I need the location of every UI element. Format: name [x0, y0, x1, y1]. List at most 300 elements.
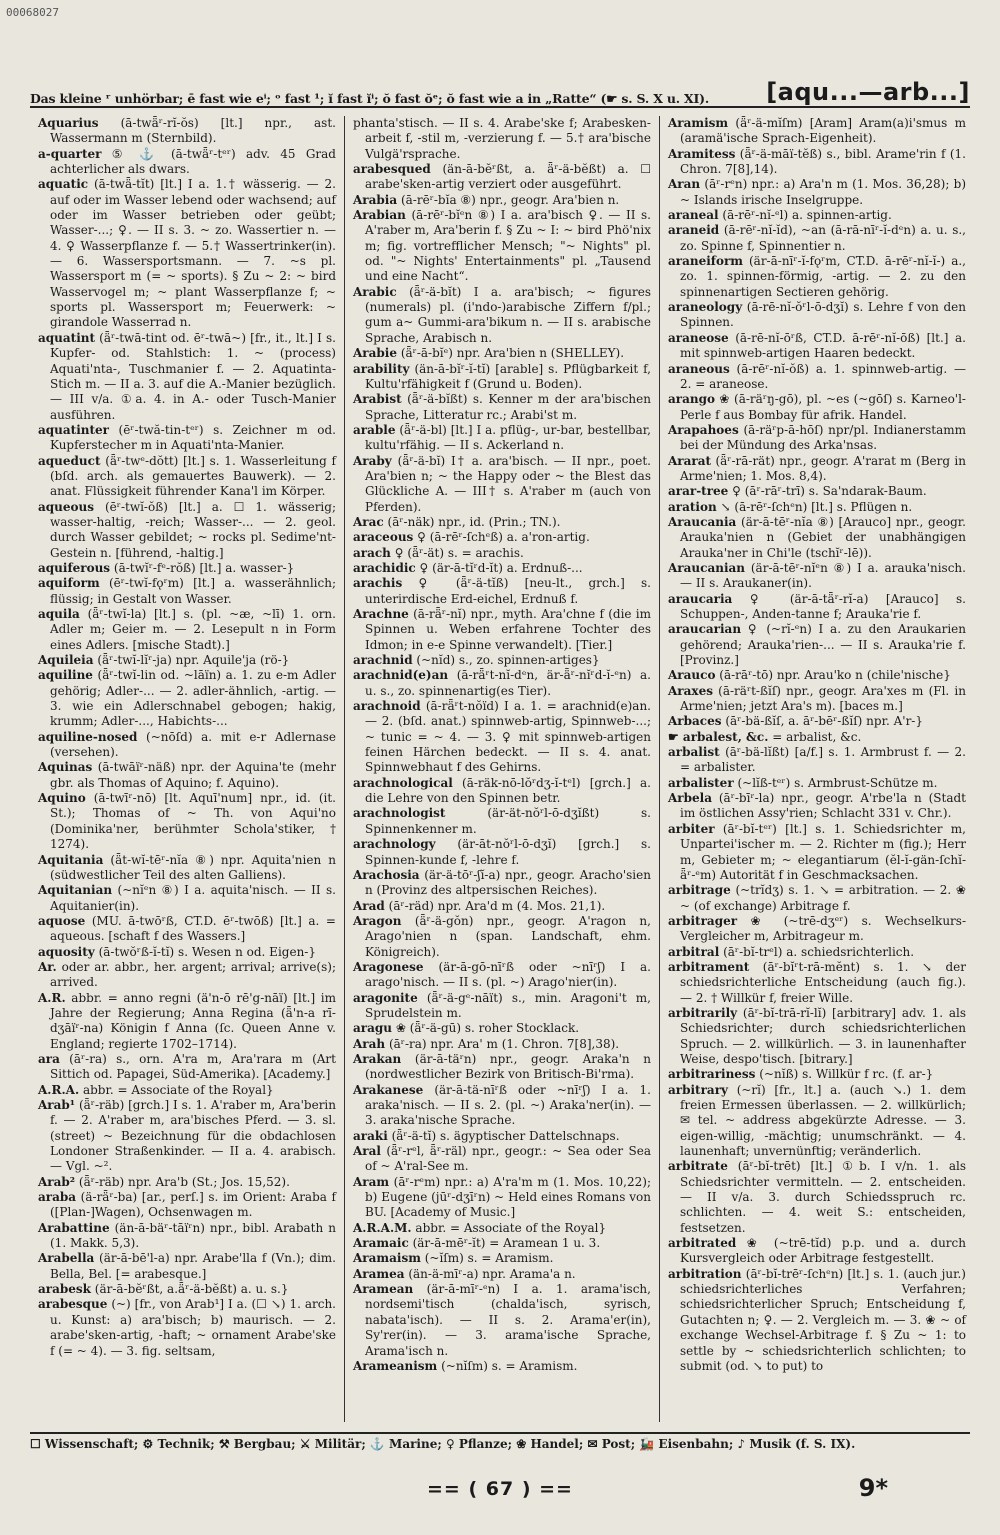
dictionary-entry [668, 714, 966, 729]
headword: Araucania [668, 514, 737, 529]
entry-definition: (ǟʳ-räb) npr. Ara'b (St.; Jos. 15,52). [78, 1174, 290, 1189]
headword: Aquitanian [38, 883, 113, 898]
entry-definition: (är-ā-nīʳ-ĭ-fǫʳm, CT.D. ā-rēʳ-nĭ-ĭ-) a., zo. 1. spinnen-förmig, -artig. — 2. zu den spinnenartigen Sectieren gehörig. [680, 254, 966, 299]
dictionary-entry [668, 454, 966, 485]
headword: Arah [353, 1036, 386, 1051]
pronunciation-key: Das kleine ʳ unhörbar; ē fast wie eⁱ; ᵒ fast ¹; ĭ fast ĭⁱ; ŏ fast ŏᵉ; ŏ fast wie a in „Ratte“ (☛ s. S. X u. XI). [30, 91, 710, 106]
entry-definition: (~nĭſm) s. = Aramism. [441, 1358, 578, 1373]
signature-mark: 9* [858, 1474, 888, 1502]
dictionary-entry [38, 1297, 336, 1358]
headword: araki [353, 1128, 388, 1143]
headword: arbiter [668, 821, 715, 836]
dictionary-entry [668, 1067, 966, 1082]
entry-definition: (ǟʳ-rā-rät) npr., geogr. A'rarat m (Berg in Arme'nien; 1. Mos. 8,4). [680, 453, 966, 483]
dictionary-entry [668, 1083, 966, 1160]
dictionary-entry [668, 147, 966, 178]
entry-definition: (ā-twǟʳ-rĭ-ŏs) [lt.] npr., ast. Wassermann m (Sternbild). [50, 116, 336, 146]
headword: aquiform [38, 576, 100, 591]
dictionary-entry [668, 500, 966, 515]
headword: Aquino [38, 791, 86, 806]
dictionary-entry [38, 1052, 336, 1083]
entry-definition: ♀ (ǟʳ-ät) s. = arachis. [394, 545, 524, 560]
entry-definition: (~ĭſm) s. = Aramism. [424, 1251, 554, 1266]
entry-definition: (ā-rēʳ-bĭa ⑧) npr., geogr. Ara'bien n. [400, 192, 620, 207]
dictionary-entry [668, 945, 966, 960]
dictionary-entry [668, 254, 966, 300]
dictionary-entry [668, 791, 966, 822]
dictionary-entry [668, 223, 966, 254]
dictionary-entry [353, 423, 651, 454]
headword: araneal [668, 208, 719, 223]
dictionary-entry [353, 193, 651, 208]
dictionary-entry [668, 208, 966, 223]
entry-definition: (~rĭ) [fr., lt.] a. (auch ↘.) 1. dem freien Ermessen überlassen. — 2. willkürlich; ✉ tel. ~ address abgekürzte Adresse. — 3. eigen-willig, -mächtig; unumschränkt. — 4. launenhaft; unvernünftig; veränderlich. [680, 1082, 966, 1159]
headword: araneology [668, 300, 743, 315]
headword: A.R.A.M. [353, 1220, 412, 1235]
headword: Arabattine [38, 1220, 110, 1235]
dictionary-entry [353, 1144, 651, 1175]
headword: A.R. [38, 990, 66, 1005]
dictionary-entry [353, 1037, 651, 1052]
headword: arbitrary [668, 1082, 728, 1097]
entry-definition: (är-ā-mīʳ-ᵉn) I a. 1. arama'isch, nordsemi'tisch (chalda'isch, syrisch, nabata'isch). — II s. 2. Arama'er(in), Sy'rer(in). — 3. arama'ische Sprache, Arama'isch n. [365, 1282, 651, 1358]
dictionary-entry [353, 576, 651, 607]
entry-definition: ❀ (ā-räʳŋ-gō), pl. ~es (~gōſ) s. Karneo'l-Perle f aus Bombay für afrik. Handel. [680, 392, 966, 422]
dictionary-entry [353, 837, 651, 868]
headword: Arac [353, 514, 384, 529]
dictionary-entry [668, 592, 966, 623]
entry-definition: ♀ (är-ā-tǟʳ-rĭ-a) [Arauco] s. Schuppen-, Anden-tanne f; Arauka'rie f. [680, 591, 966, 621]
entry-definition: (ä-rǟʳ-ba) [ar., perſ.] s. im Orient: Araba f ([Plan-]Wagen), Ochsenwagen m. [50, 1190, 336, 1220]
headword: aqueous [38, 499, 95, 514]
entry-definition: (āʳ-bīʳ-la) npr., geogr. A'rbe'la n (Stadt im östlichen Assy'rien; Schlacht 331 v. Chr.). [680, 791, 966, 821]
dictionary-entry [668, 116, 966, 147]
headword: Arabian [353, 208, 406, 223]
entry-definition: (ǟʳ-ä-bl) [lt.] I a. pflüg-, ur-bar, bestellbar, kultu'rfähig. — II s. Ackerland n. [365, 422, 651, 453]
headword: arabesque [38, 1297, 108, 1312]
dictionary-entry [38, 1221, 336, 1252]
dictionary-entry [353, 991, 651, 1022]
entry-definition: (~lĭß-tᵉʳ) s. Armbrust-Schütze m. [737, 775, 938, 790]
dictionary-entry [353, 162, 651, 193]
entry-definition: (ā-räʳp-ā-hōſ) npr/pl. Indianerstamm bei der Mündung des Arka'nsas. [680, 422, 966, 453]
headword: arachidic [353, 560, 416, 575]
dictionary-entry [353, 546, 651, 561]
entry-definition: (ēʳ-twĭ-ŏß) [lt.] a. ☐ 1. wässerig; wasser-haltig, -reich; Wasser-... — 2. geol. durch Wasser gebildet; ~ rocks pl. Sedime'nt-Gestein n. [führend, -haltig.] [50, 499, 336, 560]
entry-definition: (är-ā-tēʳ-nĭᵉn ⑧) I a. arauka'nisch. — II s. Araukaner(in). [680, 560, 966, 591]
dictionary-entry [38, 730, 336, 761]
dictionary-entry [668, 515, 966, 561]
dictionary-entry [38, 331, 336, 423]
headword: arachnological [353, 775, 453, 790]
dictionary-entry [38, 423, 336, 454]
dictionary-entry [668, 177, 966, 208]
entry-definition: (ēʳ-twĭ-fǫʳm) [lt.] a. wasserähnlich; flüssig; in Gestalt von Wasser. [50, 576, 336, 606]
entry-definition: (ā-rǟʳt-nŏïd) I a. 1. = arachnid(e)an. — 2. (bſd. anat.) spinnweb-artig, Spinnweb-...; ~ tunic = ~ 4. — 3. ♀ mit spinnweb-artigen feinen Härchen bedeckt. — II s. 4. anat. Spinnwebhaut f des Gehirns. [365, 699, 651, 775]
entry-definition: (āʳ-bĭ-trēt) [lt.] ①b. I v/n. 1. als Schiedsrichter vermitteln. — 2. entscheiden. — II v/a. 3. durch Schiedsspruch rc. schlichten. — 4. weit S.: entscheiden, festsetzen. [680, 1159, 966, 1235]
entry-definition: (āʳ-rᵉn) npr.: a) Ara'n m (1. Mos. 36,28); b) ~ Islands irische Inselgruppe. [680, 177, 966, 207]
entry-definition: (är-āt-nŏʳl-ō-dʒĭ) [grch.] s. Spinnen-kunde f, -lehre f. [365, 837, 651, 867]
headword: Ararat [668, 453, 712, 468]
dictionary-entry [38, 1083, 336, 1098]
entry-definition: (āʳ-rᵉm) npr.: a) A'ra'm m (1. Mos. 10,22); b) Eugene (jūʳ-dʒīʳn) ~ Held eines Romans von BU. [Academy of Music.] [365, 1174, 651, 1220]
dictionary-entry [353, 561, 651, 576]
headword: Araxes [668, 683, 713, 698]
headword: Arabella [38, 1251, 95, 1266]
dictionary-entry [38, 653, 336, 668]
headword: arachnid(e)an [353, 668, 449, 683]
page-range: [aqu...—arb...] [766, 78, 970, 106]
headword: aragu [353, 1021, 392, 1036]
dictionary-entry [38, 914, 336, 945]
headword: aquiline-nosed [38, 729, 138, 744]
dictionary-entry [668, 331, 966, 362]
dictionary-entry [353, 346, 651, 361]
dictionary-entry [353, 1236, 651, 1251]
headword: aquose [38, 913, 86, 928]
entry-definition: (ā-räk-nō-lŏʳdʒ-ĭ-tᵉl) [grch.] a. die Lehre von den Spinnen betr. [365, 775, 651, 806]
dictionary-entry [668, 362, 966, 393]
headword: Aramism [668, 116, 729, 130]
entry-definition: (är-ä-tōʳ-ʃĭ-a) npr., geogr. Aracho'sien n (Provinz des altpersischen Reiches). [365, 867, 651, 898]
headword: Aquarius [38, 116, 99, 130]
headword: Aramaic [353, 1236, 409, 1251]
dictionary-entry [668, 1236, 966, 1267]
dictionary-entry [353, 1021, 651, 1036]
column-left [30, 116, 344, 1422]
entry-definition: (~nĭᵉn ⑧) I a. aquita'nisch. — II s. Aquitanier(in). [50, 883, 336, 913]
dictionary-entry [353, 1251, 651, 1266]
entry-definition: ❀ (ǟʳ-ä-gū) s. roher Stocklack. [395, 1021, 580, 1036]
headword: aration [668, 499, 717, 514]
entry-definition: ♀ (ǟʳ-ä-tĭß) [neu-lt., grch.] s. unterirdische Erd-eichel, Erdnuß f. [365, 576, 651, 606]
headword: Aram [353, 1174, 390, 1189]
entry-definition: oder ar. abbr., her. argent; arrival; arrive(s); arrived. [50, 959, 336, 990]
entry-definition: (är-ā-bē'l-a) npr. Arabe'lla f (Vn.); dim. Bella, Bel. [= arabesque.] [50, 1251, 336, 1281]
headword: Arab² [38, 1174, 76, 1189]
dictionary-entry [668, 300, 966, 331]
entry-definition: (ā-rāʳ-tō) npr. Arau'ko n (chile'nische} [719, 668, 951, 683]
dictionary-entry [38, 945, 336, 960]
headword: Aral [353, 1144, 381, 1159]
headword: arbitrament [668, 959, 750, 974]
headword: arbitrated [668, 1236, 737, 1251]
headword: araneous [668, 361, 730, 376]
headword: aquila [38, 607, 80, 621]
dictionary-entry [38, 561, 336, 576]
dictionary-entry [353, 454, 651, 515]
headword: arbalist [668, 745, 720, 760]
symbol-legend: ☐ Wissenschaft; ⚙ Technik; ⚒ Bergbau; ⚔ Militär; ⚓ Marine; ♀ Pflanze; ❀ Handel; ✉ Post; 🚂 Eisenbahn; ♪ Musik (f. S. IX). [30, 1437, 856, 1451]
dictionary-entry [353, 653, 651, 668]
headword: Arakanese [353, 1082, 424, 1097]
headword: Arbaces [668, 714, 722, 729]
entry-definition: (är-ā-bĕʳßt, a.ǟʳ-ä-bĕßt) a. u. s.} [94, 1282, 289, 1297]
entry-definition: (ā-twŏʳß-ĭ-tĭ) s. Wesen n od. Eigen-} [98, 944, 316, 959]
entry-definition: (āʳ-bĭ-trᵉl) a. schiedsrichterlich. [723, 944, 915, 959]
dictionary-entry [38, 791, 336, 852]
entry-definition: (är-ā-täʳn) npr., geogr. Araka'n n (nordwestlicher Bezirk von Britisch-Bi'rma). [365, 1051, 651, 1082]
entry-definition: (āʳ-bĭʳt-rā-mĕnt) s. 1. ↘ der schiedsrichterliche Entscheidung (auch fig.). — 2. † Willkür f, freier Wille. [680, 959, 966, 1005]
headword: arable [353, 422, 396, 437]
entry-definition: (är-ā-tēʳ-nĭa ⑧) [Arauco] npr., geogr. Arauka'nien n (Gebiet der unabhängigen Arauka'ner in Chi'le (tschĭʳ-lē)). [680, 514, 966, 560]
dictionary-entry [668, 883, 966, 914]
headword: arachnoid [353, 699, 421, 714]
headword: araneose [668, 330, 729, 345]
headword: arbitrariness [668, 1067, 756, 1082]
page-number: == ( 67 ) == [427, 1478, 573, 1500]
entry-definition: (ǟʳ-ä-gᵉ-nāït) s., min. Aragoni't m, Sprudelstein m. [365, 990, 651, 1020]
headword: aquatint [38, 330, 96, 345]
headword: ☛ arbalest, &c. [668, 729, 769, 744]
entry-definition: (ā-twĭʳ-fᵉ-rŏß) [lt.] a. wasser-} [113, 560, 295, 575]
headword: a-quarter [38, 146, 102, 161]
entry-definition: (än-ā-bĕʳßt, a. ǟʳ-ä-bĕßt) a. ☐ arabe'sken-artig verziert oder ausgeführt. [365, 162, 651, 192]
headword: arachnology [353, 837, 436, 852]
dictionary-entry [353, 116, 651, 162]
dictionary-entry [38, 1175, 336, 1190]
dictionary-entry [353, 1083, 651, 1129]
headword: araucarian [668, 622, 742, 637]
dictionary-entry [668, 684, 966, 715]
entry-definition: (än-ā-bĭʳ-ĭ-tĭ) [arable] s. Pflügbarkeit f, Kultu'rfähigkeit f (Grund u. Boden). [365, 361, 651, 391]
headword: arability [353, 361, 410, 376]
headword: Aran [668, 177, 701, 192]
entry-definition: (āʳ-bä-lĭßt) [a/f.] s. 1. Armbrust f. — 2. = arbalister. [680, 745, 966, 775]
entry-definition: = arbalist, &c. [772, 729, 862, 744]
headword: Arachosia [353, 867, 420, 882]
headword: arar-tree [668, 484, 729, 499]
entry-definition: phanta'stisch. — II s. 4. Arabe'ske f; Arabesken-arbeit f, -stil m, -verzierung f. — 5.† ara'bische Vulgä'rsprache. [353, 116, 651, 161]
headword: Arad [353, 898, 385, 913]
headword: Aramea [353, 1266, 405, 1281]
headword: aquiferous [38, 560, 111, 575]
headword: Arachne [353, 607, 409, 621]
headword: Aquileia [38, 653, 94, 668]
entry-definition: (än-ā-bäʳ-tāïʳn) npr., bibl. Arabath n (1. Makk. 5,3). [50, 1220, 336, 1251]
dictionary-entry [353, 1129, 651, 1144]
dictionary-entry [353, 914, 651, 960]
dictionary-entry [38, 116, 336, 147]
entry-definition: (~trĭdʒ) s. 1. ↘ = arbitration. — 2. ❀ ~ (of exchange) Arbitrage f. [680, 883, 966, 913]
dictionary-entry [353, 392, 651, 423]
entry-definition: (ǟʳ-ä-māï-tĕß) s., bibl. Arame'rin f (1. Chron. 7[8],14). [680, 146, 966, 177]
headword: arabesqued [353, 162, 431, 177]
headword: aquatic [38, 177, 89, 192]
entry-definition: (ǟʳ-twĭ-lin od. ~lāïn) a. 1. zu e-m Adler gehörig; Adler-... — 2. adler-ähnlich, -artig. — 3. wie ein Adlerschnabel gebogen; hakig, krumm; Adler-..., Habichts-... [50, 668, 336, 729]
entry-definition: (ǟʳ-twĭ-lĭʳ-ja) npr. Aquile'ja (rö-} [97, 653, 290, 668]
entry-definition: (ā-rē-nĭ-ōʳß, CT.D. ā-rēʳ-nĭ-ōß) [lt.] a. mit spinnweb-artigen Haaren bedeckt. [680, 330, 966, 361]
headword: aquiline [38, 668, 93, 683]
dictionary-entry [668, 484, 966, 499]
headword: araceous [353, 530, 414, 545]
headword: Aramaism [353, 1251, 421, 1266]
dictionary-entry [38, 760, 336, 791]
headword: Aragonese [353, 959, 424, 974]
dictionary-entry [668, 1006, 966, 1067]
entry-definition: (~nĭß) s. Willkür f rc. (f. ar-} [759, 1067, 934, 1082]
dictionary-entry [38, 607, 336, 653]
column-right [659, 116, 974, 1422]
dictionary-entry [38, 883, 336, 914]
footer-rule [30, 1432, 970, 1434]
entry-definition: (ǟʳ-twā-tint od. ēʳ-twā~) [fr., it., lt.] I s. Kupfer- od. Stahlstich: 1. ~ (process) Aquati'nta-, Tuschmanier f. — 2. Aquatinta-Stich m. — II a. 3. auf die A.-Manier bezüglich. — III v/a. ①a. 4. in A.- oder Tusch-Manier ausführen. [50, 330, 336, 422]
dictionary-entry [38, 991, 336, 1052]
dictionary-entry [353, 899, 651, 914]
dictionary-entry [353, 868, 651, 899]
dictionary-entry [353, 607, 651, 653]
headword: Arakan [353, 1051, 402, 1066]
dictionary-entry [353, 806, 651, 837]
headword: arbalister [668, 775, 734, 790]
dictionary-entry [353, 1221, 651, 1236]
dictionary-entry [38, 147, 336, 178]
entry-definition: ⑤ ⚓ (ā-twǟʳ-tᵉʳ) adv. 45 Grad achterlicher als dwars. [50, 146, 336, 177]
dictionary-entry [668, 561, 966, 592]
dictionary-entry [353, 362, 651, 393]
headword: Arabic [353, 284, 397, 299]
headword: Arapahoes [668, 422, 739, 437]
dictionary-entry [353, 285, 651, 346]
dictionary-entry [353, 515, 651, 530]
dictionary-entry [353, 699, 651, 776]
entry-definition: (āʳ-bä-ßĭſ, a. āʳ-bēʳ-ßĭſ) npr. A'r-} [725, 714, 923, 729]
headword: aragonite [353, 990, 418, 1005]
dictionary-entry [38, 454, 336, 500]
headword: arachnid [353, 653, 413, 668]
dictionary-entry [668, 622, 966, 668]
headword: Arabie [353, 346, 397, 361]
dictionary-entry [353, 960, 651, 991]
entry-definition: (ēʳ-twă-tin-tᵉʳ) s. Zeichner m od. Kupferstecher m in Aquati'nta-Manier. [50, 422, 336, 453]
dictionary-entry [353, 1267, 651, 1282]
entry-definition: (ā-twǟ-tĭt) [lt.] I a. 1.† wässerig. — 2. auf oder im Wasser lebend oder wachsend; auf oder im Wasser betrieben oder geübt; Wasser-...; ♀. — II s. 3. ~ zo. Wassertier n. — 4. ♀ Wasserpflanze f. — 5.† Wassertrinker(in). — 6. Wassersportsmann. — 7. ~s pl. Wassersport m (= ~ sports). § Zu ~ 2: ~ bird Wasservogel m; ~ plant Wasserpflanze f; ~ sports pl. Wassersport m; Feuerwerk: ~ girandole Wasserrad n. [50, 177, 336, 330]
dictionary-entry [668, 960, 966, 1006]
dictionary-entry [38, 668, 336, 729]
dictionary-entry [353, 1282, 651, 1359]
dictionary-entry [668, 1159, 966, 1236]
entry-definition: (ā-rǟʳt-nĭ-dᵉn, är-ǟʳ-nĭʳd-ĭ-ᵉn) a. u. s., zo. spinnenartig(es Tier). [365, 668, 651, 698]
dictionary-entry [38, 500, 336, 561]
entry-definition: (ā-rēʳ-nĭ-ᵉl) a. spinnen-artig. [722, 208, 892, 223]
headword: Aragon [353, 913, 402, 928]
dictionary-entry [38, 1098, 336, 1175]
entry-definition: (ǟʳ-ä-gŏn) npr., geogr. A'ragon n, Arago'nien n (span. Landschaft, ehm. Königreich). [365, 913, 651, 959]
entry-definition: (āʳ-ra) s., orn. A'ra m, Ara'rara m (Art Sittich od. Papagei, Süd-Amerika). [Academy.] [50, 1051, 336, 1082]
entry-columns [30, 116, 974, 1422]
column-middle [344, 116, 659, 1422]
entry-definition: ↘ (ā-rēʳ-ſchᵉn) [lt.] s. Pflügen n. [720, 499, 913, 514]
entry-definition: (är-ät-nŏʳl-ō-dʒĭßt) s. Spinnenkenner m. [365, 806, 651, 836]
dictionary-entry [668, 1267, 966, 1374]
dictionary-entry [38, 177, 336, 330]
dictionary-entry [38, 853, 336, 884]
headword: Aquinas [38, 760, 93, 775]
headword: araneiform [668, 254, 743, 269]
dictionary-entry [668, 745, 966, 776]
headword: Aramitess [668, 146, 736, 161]
headword: arbitrate [668, 1159, 728, 1174]
entry-definition: (ǟʳ-ā-bĭᵉ) npr. Ara'bien n (SHELLEY). [400, 346, 625, 361]
entry-definition: (ā-twīʳ-nō) [lt. Aquī'num] npr., id. (it. St.); Thomas of ~ Th. von Aqui'no (Dominika'ner, berühmter Schola'stiker, † 1274). [50, 791, 336, 852]
entry-definition: ♀ (~rĭ-ᵉn) I a. zu den Araukarien gehörend; Arauka'rien-... — II s. Arauka'rie f. [Provinz.] [680, 622, 966, 668]
entry-definition: (MU. ā-twōʳß, CT.D. ēʳ-twōß) [lt.] a. = aqueous. [schaft f des Wassers.] [50, 913, 336, 944]
entry-definition: (ā-rēʳ-nĭ-ĭd), ~an (ā-rā-nīʳ-ĭ-dᵉn) a. u. s., zo. Spinne f, Spinnentier n. [680, 223, 966, 253]
headword: Aramean [353, 1282, 414, 1297]
headword: arbitrarily [668, 1005, 738, 1020]
headword: araneid [668, 223, 720, 238]
headword: Arabist [353, 392, 402, 407]
entry-definition: (ā-rǟʳ-nĭ) npr., myth. Ara'chne f (die im Spinnen u. Weben erfahrene Tochter des Idmon; in e-e Spinne verwandelt). [Tier.] [365, 607, 651, 652]
entry-definition: (āʳ-näk) npr., id. (Prin.; TN.). [387, 514, 561, 529]
entry-definition: (ǟʳ-ä-mĭſm) [Aram] Aram(a)i'smus m (aramä'ische Sprach-Eigenheit). [680, 116, 966, 146]
entry-definition: (āʳ-bĭ-trēʳ-ſchᵉn) [lt.] s. 1. (auch jur.) schiedsrichterliches Verfahren; schiedsrichterlicher Spruch; Entscheidung f, Gutachten n; ♀. — 2. Vergleich m. — 3. ❀ ~ of exchange Wechsel-Arbitrage f. § Zu ~ 1: to settle by ~ schiedsrichterlich schlichten; to submit (od. ↘ to put) to [680, 1266, 966, 1373]
scan-id: 00068027 [6, 6, 59, 19]
entry-definition: (~) [fr., von Arab¹] I a. (☐ ↘) 1. arch. u. Kunst: a) ara'bisch; b) maurisch. — 2. arabe'sken-artig, -haft; ~ ornament Arabe'ske f (= ~ 4). — 3. fig. seltsam, [50, 1297, 336, 1358]
headword: arabesk [38, 1282, 91, 1297]
dictionary-entry [353, 776, 651, 807]
headword: Araby [353, 453, 392, 468]
dictionary-entry [353, 1175, 651, 1221]
headword: Aquitania [38, 852, 104, 867]
dictionary-entry [353, 668, 651, 699]
entry-definition: (āʳ-bĭ-tᵉʳ) [lt.] s. 1. Schiedsrichter m, Unpartei'ischer m. — 2. Richter m (fig.); Herr m, Gebieter m; ~ elegantiarum (ĕl-ĭ-gän-ſchĭ-ǟʳ-ᵉm) Autorität f in Geschmacksachen. [680, 821, 966, 882]
headword: Arameanism [353, 1358, 438, 1373]
dictionary-entry [668, 914, 966, 945]
headword: Arab¹ [38, 1098, 76, 1112]
entry-definition: abbr. = anno regni (ä'n-ō rē'g-nāï) [lt.] im Jahre der Regierung; Anna Regina (ǟ'n-a rī-dʒāïʳ-na) Königin f Anna (ſc. Queen Anne v. England; regierte 1702–1714). [50, 990, 336, 1051]
entry-definition: (ǟʳ-twĭ-la) [lt.] s. (pl. ~æ, ~lī) 1. orn. Adler m; Geier m. — 2. Lesepult n in Form eines Adlers. [mische Stadt).] [50, 607, 336, 652]
headword: arbitration [668, 1266, 742, 1281]
entry-definition: (ǟʳ-ä-bĭ) I† a. ara'bisch. — II npr., poet. Ara'bien n; ~ the Happy oder ~ the Blest das Glückliche A. — III† s. A'raber m (auch von Pferden). [365, 453, 651, 514]
dictionary-entry [38, 1282, 336, 1297]
entry-definition: ♀ (āʳ-rāʳ-trī) s. Sa'ndarak-Baum. [732, 484, 927, 499]
headword: arachnologist [353, 806, 446, 821]
entry-definition: (ǟʳ-ä-bĭt) I a. ara'bisch; ~ figures (numerals) pl. (i'ndo-)arabische Ziffern f/pl.; gum a~ Gummi-ara'bikum n. — II s. arabische Sprache, Arabisch n. [365, 284, 651, 345]
entry-definition: abbr. = Associate of the Royal} [415, 1220, 607, 1235]
entry-definition: (är-ā-mēʳ-ĭt) = Aramean 1 u. 3. [412, 1236, 601, 1251]
entry-definition: ♀ (är-ā-tĭʳd-ĭt) a. Erdnuß-... [419, 560, 583, 575]
headword: Arabia [353, 192, 398, 207]
headword: aquosity [38, 944, 95, 959]
entry-definition: (~nōſd) a. mit e-r Adlernase (versehen). [50, 729, 336, 760]
headword: A.R.A. [38, 1082, 80, 1097]
dictionary-entry [38, 1251, 336, 1282]
dictionary-entry [668, 392, 966, 423]
headword: arach [353, 545, 391, 560]
headword: arachis [353, 576, 403, 591]
entry-definition: (ǟʳ-twᵉ-dŏtt) [lt.] s. 1. Wasserleitung f (bſd. arch. als gemauertes Bauwerk). — 2. anat. Flüssigkeit führender Kana'l im Körper. [50, 453, 336, 499]
headword: arbitrager [668, 913, 738, 928]
dictionary-entry [353, 208, 651, 285]
entry-definition: (āʳ-bĭ-trā-rĭ-lĭ) [arbitrary] adv. 1. als Schiedsrichter; durch schiedsrichterlichen Spruch. — 2. willkürlich. — 3. in launenhafter Weise, despo'tisch. [bitrary.] [680, 1005, 966, 1066]
entry-definition: (ā-rēʳ-nĭ-ŏß) a. 1. spinnweb-artig. — 2. = araneose. [680, 361, 966, 391]
headword: arbitrage [668, 883, 731, 898]
headword: ara [38, 1051, 60, 1066]
headword: Arbela [668, 791, 712, 806]
entry-definition: (āʳ-räd) npr. Ara'd m (4. Mos. 21,1). [388, 898, 606, 913]
entry-definition: (ā-räʳt-ßĭſ) npr., geogr. Ara'xes m (Fl. in Arme'nien; jetzt Ara's m). [baces m.] [680, 683, 966, 714]
headword: aqueduct [38, 453, 101, 468]
dictionary-entry [668, 668, 966, 683]
headword: araba [38, 1190, 77, 1205]
entry-definition: ❀ (~trē-tĭd) p.p. und a. durch Kursvergleich oder Arbitrage festgestellt. [680, 1236, 966, 1266]
headword: arango [668, 392, 715, 407]
dictionary-entry [353, 530, 651, 545]
entry-definition: (ā-rēʳ-bĭᵉn ⑧) I a. ara'bisch ♀. — II s. A'raber m, Ara'berin f. § Zu ~ I: ~ bird Phö'nix m; fig. vortrefflicher Mensch; "~ Nights" pl. od. "~ Nights' Entertainments" pl. „Tausend und eine Nacht“. [365, 208, 651, 284]
dictionary-entry [353, 1052, 651, 1083]
headword: Araucanian [668, 560, 745, 575]
